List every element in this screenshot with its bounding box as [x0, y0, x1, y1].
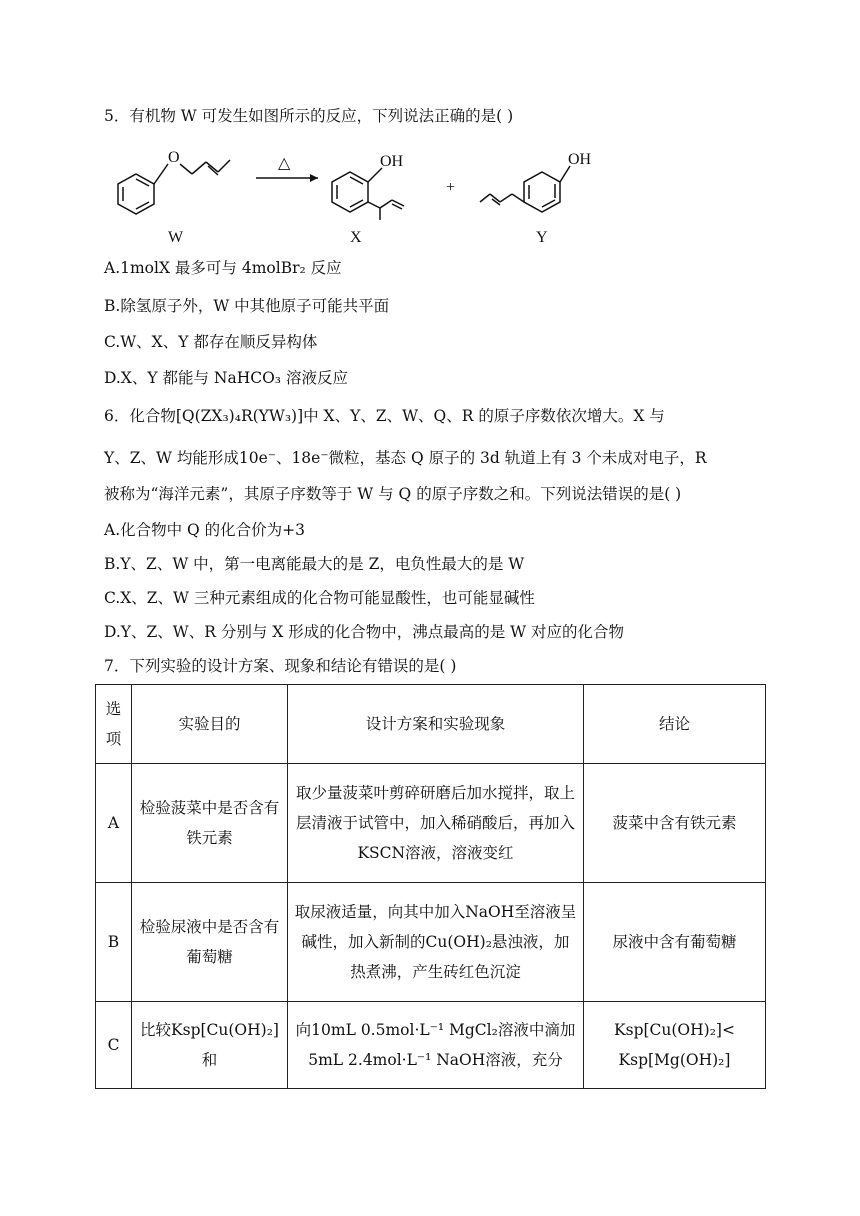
question-7-stem: 7．下列实验的设计方案、现象和结论有错误的是( ) [104, 657, 457, 675]
arrow-heat-label: △ [278, 155, 291, 172]
header-design: 设计方案和实验现象 [288, 685, 584, 764]
plus-sign: + [446, 179, 456, 196]
q5-option-a: A.1molX 最多可与 4molBr₂ 反应 [104, 259, 342, 277]
experiment-table [95, 684, 766, 1089]
cell-conclusion: 尿液中含有葡萄糖 [584, 883, 766, 1002]
y-label: Y [536, 229, 548, 246]
cell-option: A [96, 764, 132, 883]
cell-option: B [96, 883, 132, 1002]
question-6-stem-line-2: Y、Z、W 均能形成10e⁻、18e⁻微粒，基态 Q 原子的 3d 轨道上有 3 个未成对电子，R [104, 449, 707, 467]
w-label: W [168, 229, 184, 246]
header-purpose: 实验目的 [132, 685, 288, 764]
q6-option-d: D.Y、Z、W、R 分别与 X 形成的化合物中，沸点最高的是 W 对应的化合物 [104, 623, 625, 641]
q5-option-d: D.X、Y 都能与 NaHCO₃ 溶液反应 [104, 369, 348, 387]
q6-option-c: C.X、Z、W 三种元素组成的化合物可能显酸性，也可能显碱性 [104, 589, 535, 607]
header-option: 选项 [96, 685, 132, 764]
table-header-row [96, 685, 766, 764]
cell-design: 取尿液适量，向其中加入NaOH至溶液呈碱性，加入新制的Cu(OH)₂悬浊液，加热煮沸，产生砖红色沉淀 [288, 883, 584, 1002]
table-row [96, 764, 766, 883]
cell-conclusion: Ksp[Cu(OH)₂]< Ksp[Mg(OH)₂] [584, 1002, 766, 1089]
header-conclusion: 结论 [584, 685, 766, 764]
table-row [96, 1002, 766, 1089]
q6-option-b: B.Y、Z、W 中，第一电离能最大的是 Z，电负性最大的是 W [104, 555, 525, 573]
reaction-scheme [106, 142, 606, 254]
cell-conclusion: 菠菜中含有铁元素 [584, 764, 766, 883]
question-6-stem-line-1: 6．化合物[Q(ZX₃)₄R(YW₃)]中 X、Y、Z、W、Q、R 的原子序数依次增大。X 与 [104, 407, 665, 425]
question-6-stem-line-3: 被称为“海洋元素”，其原子序数等于 W 与 Q 的原子序数之和。下列说法错误的是( ) [104, 485, 682, 503]
table-row [96, 883, 766, 1002]
q5-option-c: C.W、X、Y 都存在顺反异构体 [104, 333, 318, 351]
cell-purpose: 检验尿液中是否含有葡萄糖 [132, 883, 288, 1002]
w-oxygen-label: O [168, 149, 180, 166]
q5-option-b: B.除氢原子外，W 中其他原子可能共平面 [104, 297, 390, 315]
cell-purpose: 比较Ksp[Cu(OH)₂]和 [132, 1002, 288, 1089]
cell-design: 取少量菠菜叶剪碎研磨后加水搅拌，取上层清液于试管中，加入稀硝酸后，再加入KSCN溶液，溶液变红 [288, 764, 584, 883]
cell-purpose: 检验菠菜中是否含有铁元素 [132, 764, 288, 883]
cell-design: 向10mL 0.5mol·L⁻¹ MgCl₂溶液中滴加5mL 2.4mol·L⁻¹ NaOH溶液，充分 [288, 1002, 584, 1089]
y-oh-label: OH [568, 151, 592, 168]
question-5-stem: 5．有机物 W 可发生如图所示的反应，下列说法正确的是( ) [104, 107, 514, 125]
q6-option-a: A.化合物中 Q 的化合价为+3 [104, 521, 306, 539]
cell-option: C [96, 1002, 132, 1089]
x-label: X [350, 229, 362, 246]
x-oh-label: OH [380, 153, 404, 170]
